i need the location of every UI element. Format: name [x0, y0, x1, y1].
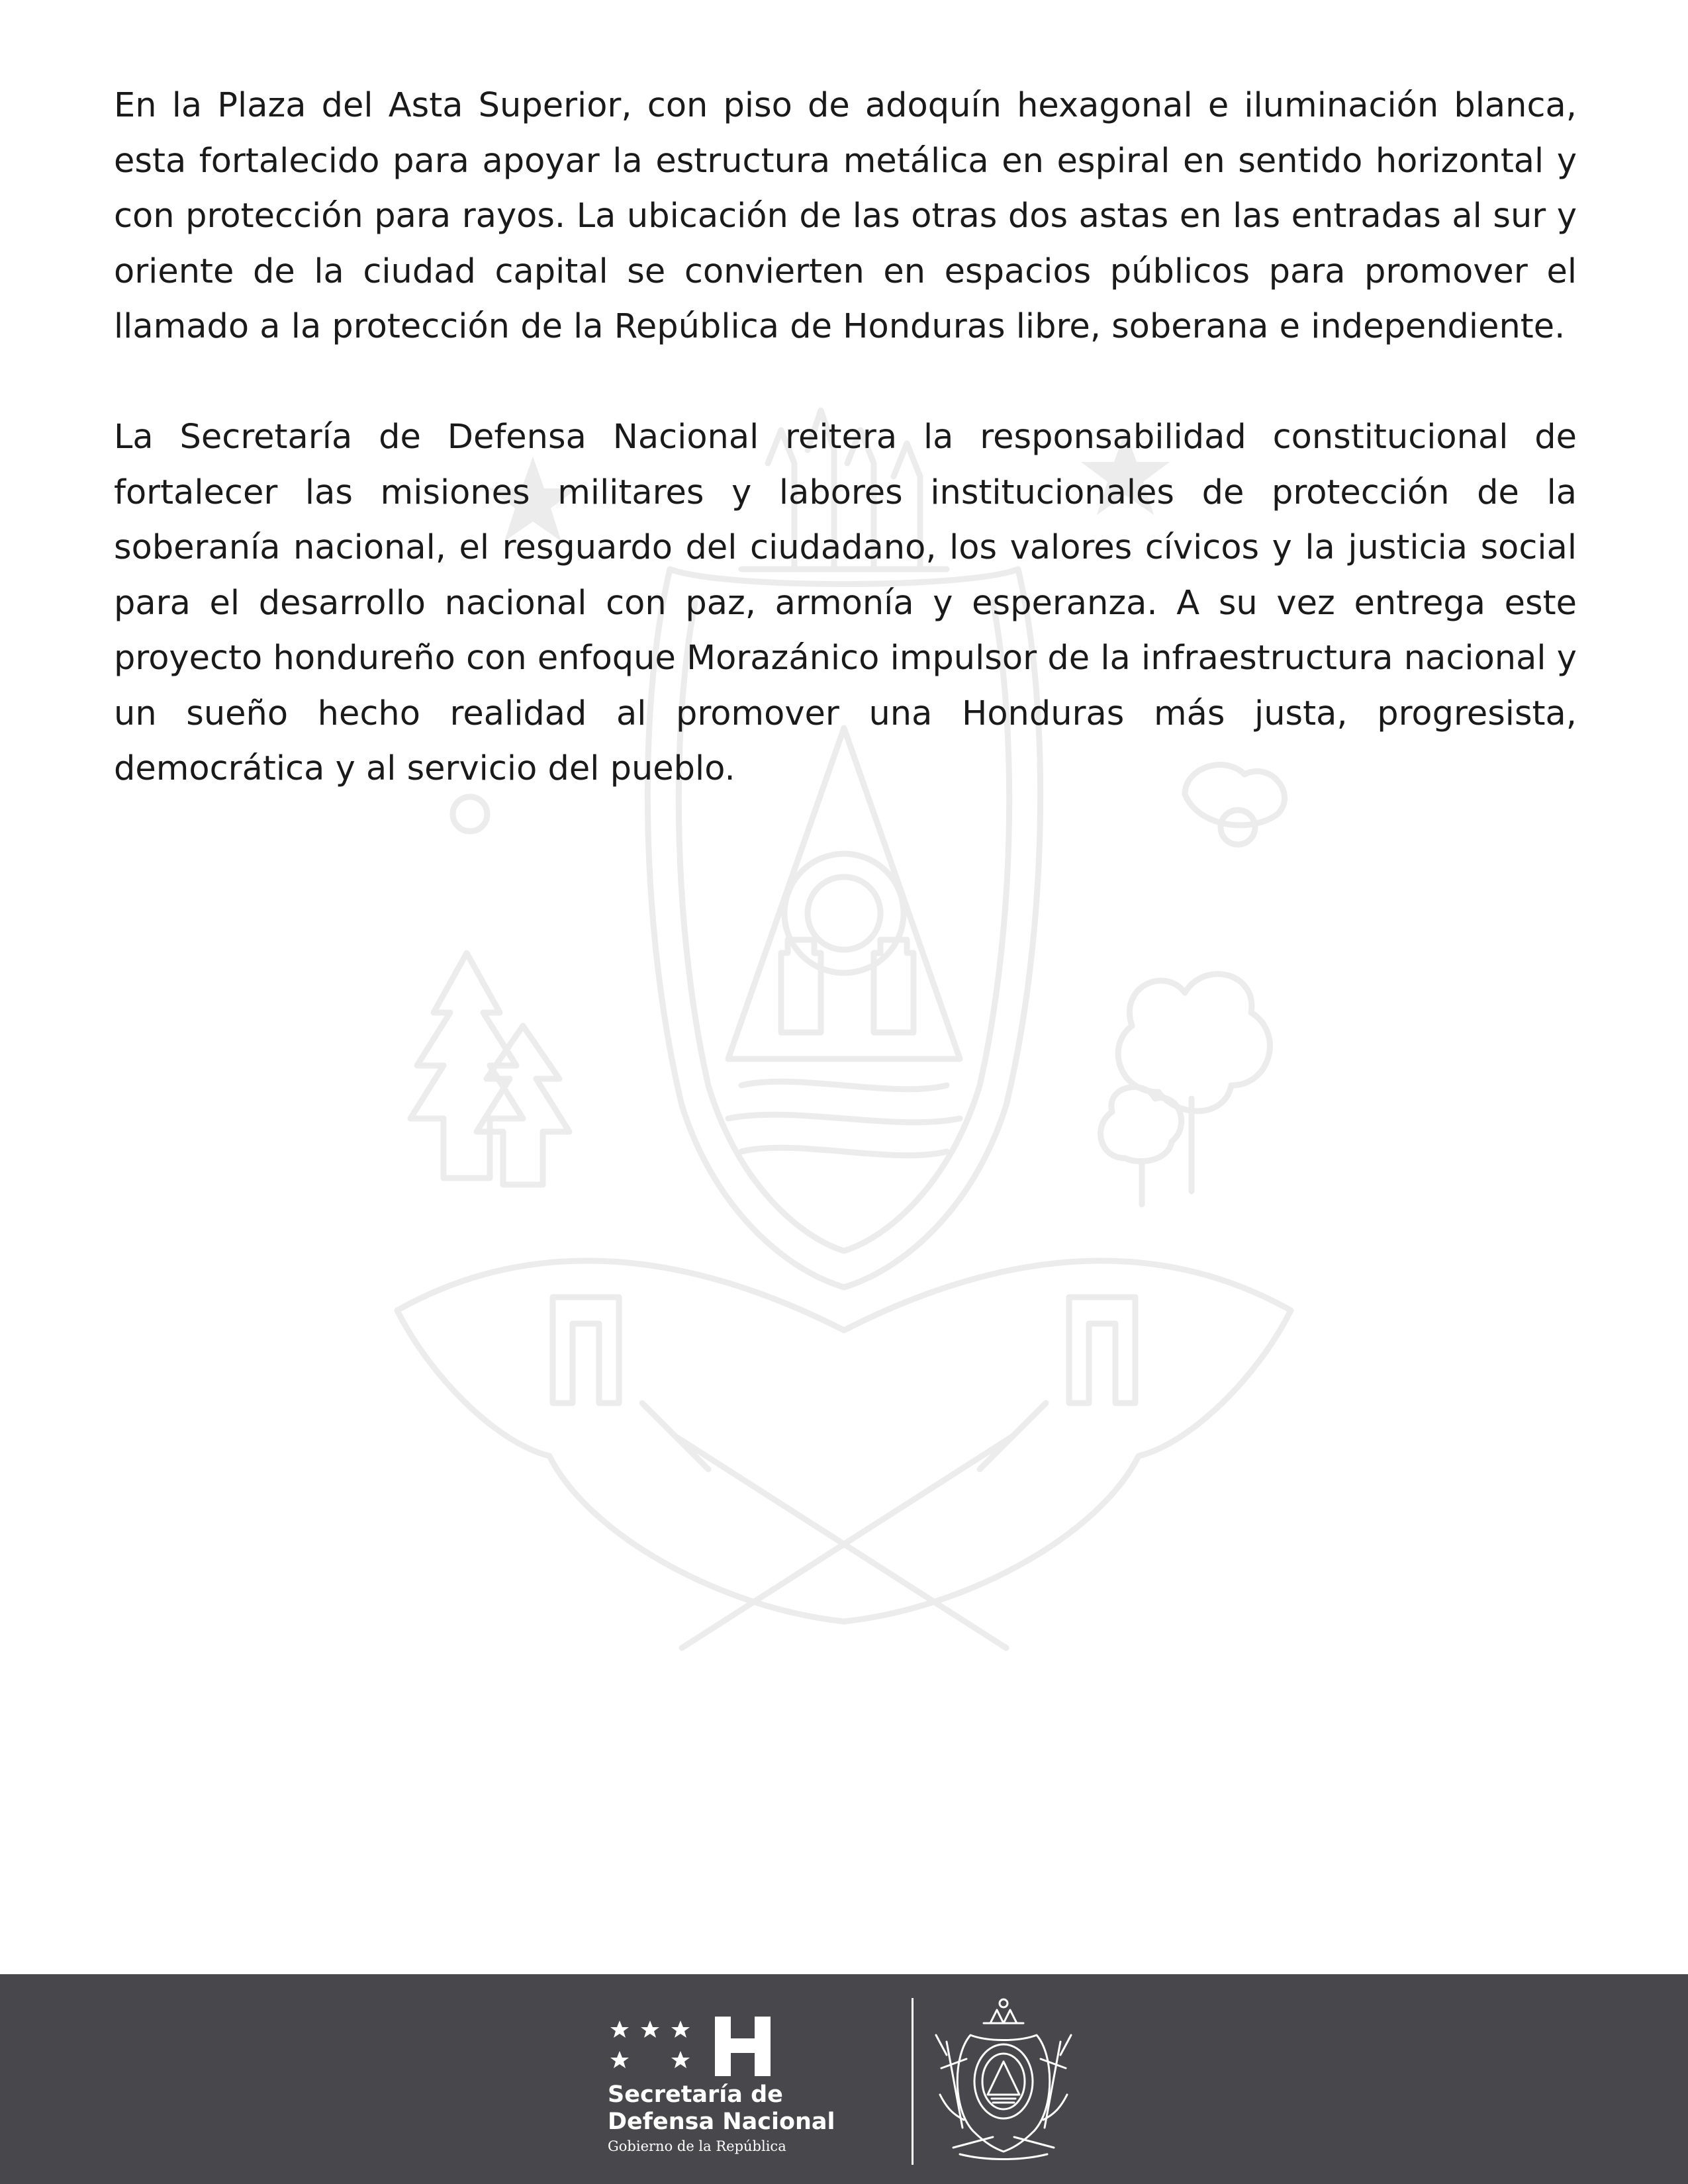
footer-divider	[912, 1998, 914, 2165]
paragraph-plaza-del-asta: En la Plaza del Asta Superior, con piso de adoquín hexagonal e iluminación blanca, esta fortalecido para apoyar la estructura metálica en espiral en sentido horizontal y con protección para rayos. La ubicación de las otras dos astas en las entradas al sur y oriente de la ciudad capital se convierten en espacios públicos para promover el llamado a la protección de la República de Honduras libre, soberana e independiente.	[114, 86, 1577, 346]
h-brand-icon	[715, 2017, 771, 2076]
honduras-coat-of-arms-icon	[927, 1995, 1080, 2165]
document-body	[114, 78, 1577, 852]
government-label: Gobierno de la República	[608, 2138, 786, 2154]
paragraph-secretaria-defensa: La Secretaría de Defensa Nacional reitera la responsabilidad constitucional de fortalecer las misiones militares y labores institucionales de protección de la soberanía nacional, el resguardo del ciudadano, los valores cívicos y la justicia social para el desarrollo nacional con paz, armonía y esperanza. A su vez entrega este proyecto hondureño con enfoque Morazánico impulsor de la infraestructura nacional y un sueño hecho realidad al promover una Honduras más justa, progresista, democrática y al servicio del pueblo.	[114, 418, 1577, 788]
org-name	[608, 2081, 835, 2136]
footer-bar	[0, 1974, 1688, 2184]
org-name-line1: Secretaría de	[608, 2081, 783, 2108]
five-stars-icon	[606, 2017, 706, 2076]
secretaria-logo	[606, 2007, 917, 2160]
org-name-line2: Defensa Nacional	[608, 2109, 835, 2135]
